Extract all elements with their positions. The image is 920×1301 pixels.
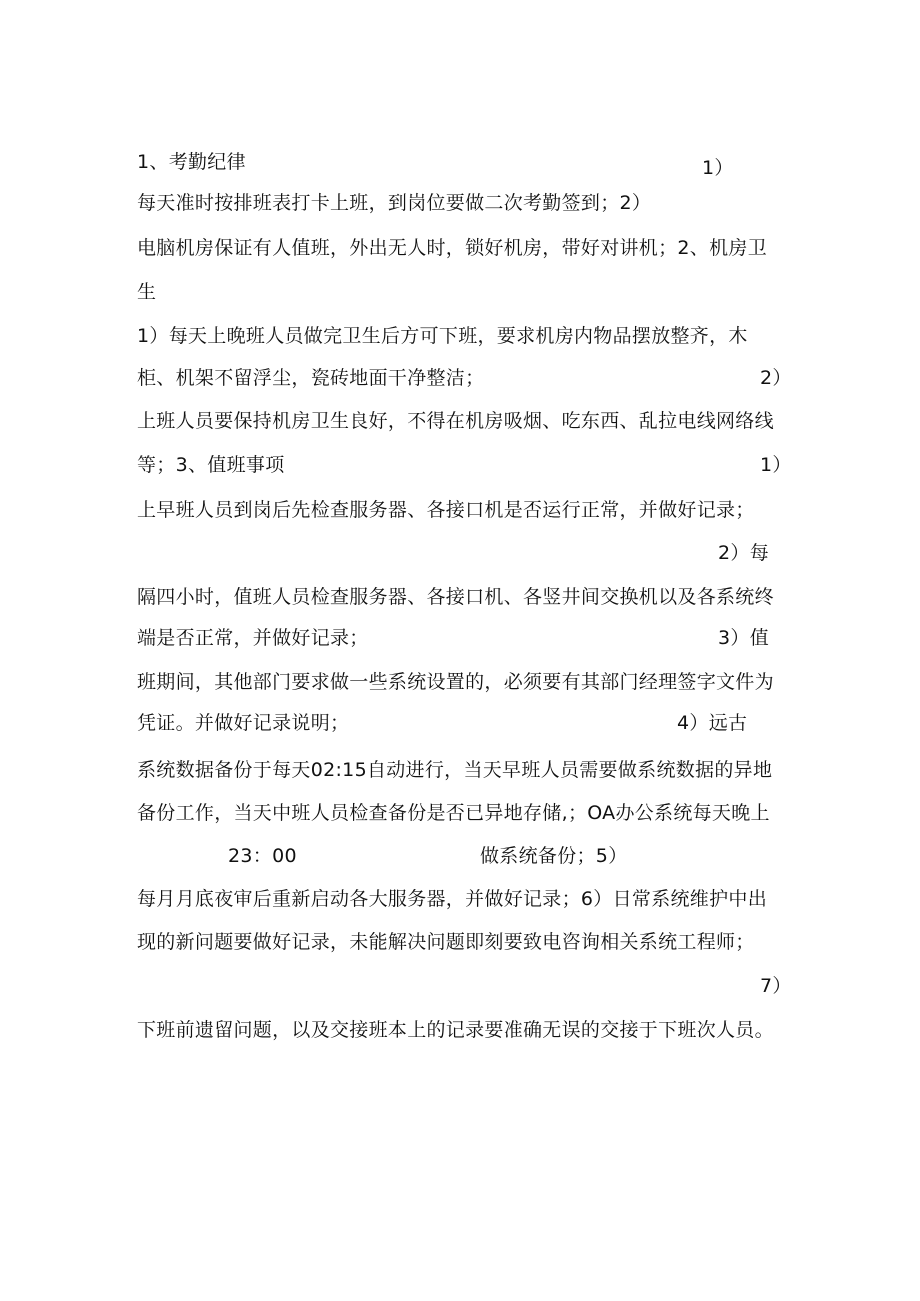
item-number: 2）每	[718, 542, 769, 564]
text-line: 端是否正常，并做好记录；	[137, 627, 369, 649]
text-line: 做系统备份；5）	[480, 845, 628, 867]
item-number: 2）	[760, 367, 792, 389]
text-line: 每月月底夜审后重新启动各大服务器，并做好记录；6）日常系统维护中出	[137, 888, 767, 910]
text-line: 凭证。并做好记录说明；	[137, 712, 350, 734]
text-line: 上早班人员到岗后先检查服务器、各接口机是否运行正常，并做好记录；	[137, 499, 755, 521]
item-number: 7）	[760, 975, 792, 997]
item-number: 1）	[702, 157, 734, 179]
text-line: 1）每天上晚班人员做完卫生后方可下班，要求机房内物品摆放整齐，木	[137, 325, 748, 347]
text-line: 现的新问题要做好记录，未能解决问题即刻要致电咨询相关系统工程师；	[137, 931, 755, 953]
text-line: 下班前遗留问题，以及交接班本上的记录要准确无误的交接于下班次人员。	[137, 1019, 774, 1041]
text-line: 柜、机架不留浮尘，瓷砖地面干净整洁；	[137, 367, 485, 389]
text-line: 系统数据备份于每天02:15自动进行，当天早班人员需要做系统数据的异地	[137, 759, 773, 781]
text-line: 每天准时按排班表打卡上班，到岗位要做二次考勤签到；2）	[137, 192, 652, 214]
time-text: 23：00	[228, 845, 297, 867]
text-line: 备份工作，当天中班人员检查备份是否已异地存储,；OA办公系统每天晚上	[137, 802, 770, 824]
item-number: 4）远古	[677, 712, 748, 734]
heading-attendance: 1、考勤纪律	[137, 151, 246, 173]
text-line: 等；3、值班事项	[137, 454, 285, 476]
item-number: 1）	[760, 454, 792, 476]
text-line: 电脑机房保证有人值班，外出无人时，锁好机房，带好对讲机；2、机房卫	[137, 237, 767, 259]
item-number: 3）值	[718, 627, 769, 649]
text-line: 班期间，其他部门要求做一些系统设置的，必须要有其部门经理签字文件为	[137, 671, 774, 693]
text-line: 隔四小时，值班人员检查服务器、各接口机、各竖井间交换机以及各系统终	[137, 586, 774, 608]
text-line: 生	[137, 281, 157, 303]
text-line: 上班人员要保持机房卫生良好，不得在机房吸烟、吃东西、乱拉电线网络线	[137, 410, 774, 432]
